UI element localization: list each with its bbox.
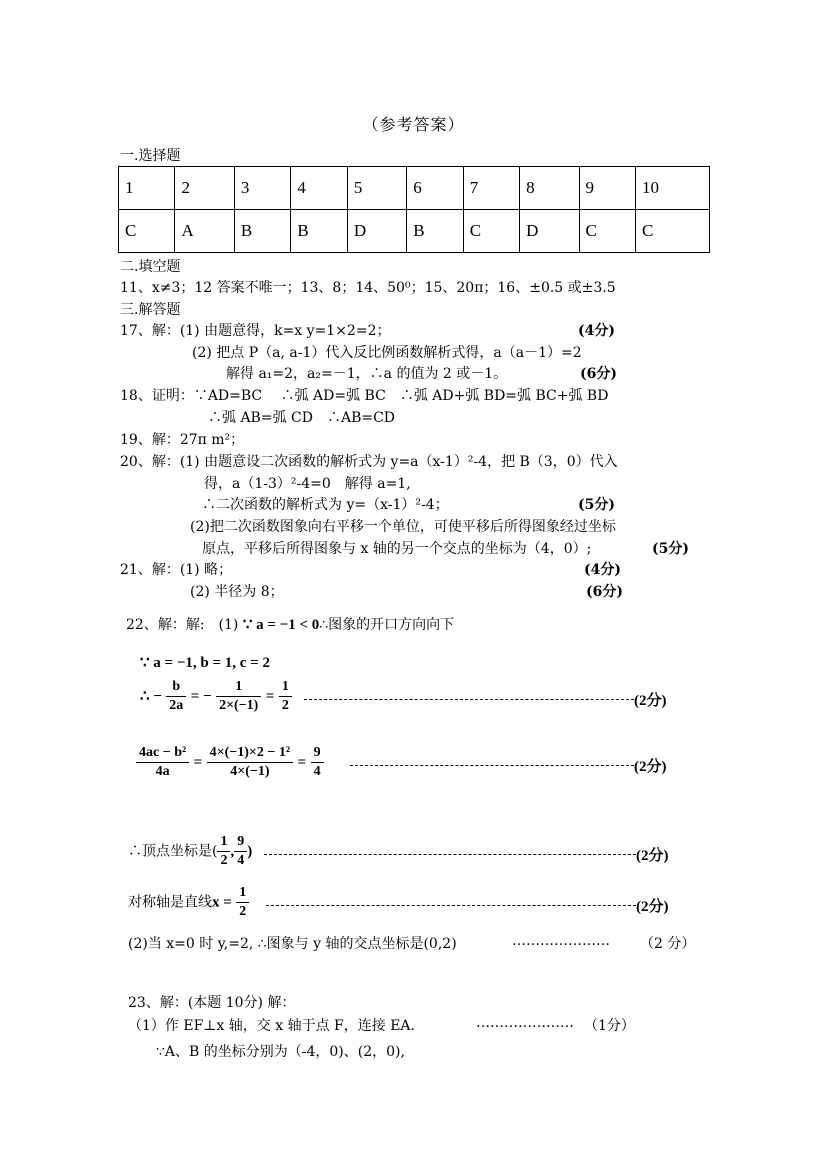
q19-line: 19、解：27π m²； xyxy=(120,432,245,448)
q22-vertex-comma: , xyxy=(230,843,235,860)
q22-leader-d xyxy=(266,904,636,906)
q17-score3: (6分) xyxy=(580,366,617,382)
q17-line2: (2) 把点 P（a, a-1）代入反比例函数解析式得，a（a－1）=2 xyxy=(192,345,582,361)
q23-line2-score: （1分） xyxy=(584,1018,635,1034)
q22-score-d: (2分) xyxy=(636,899,669,915)
q22-score-c: (2分) xyxy=(636,848,669,864)
table-cell-number: 10 xyxy=(636,167,710,210)
q22-leader-c xyxy=(264,853,636,855)
table-cell-number: 4 xyxy=(291,167,347,210)
q22-leader-b xyxy=(350,764,634,766)
page-title: （参考答案） xyxy=(362,115,465,134)
q20-line4: (2)把二次函数图象向右平移一个单位，可使平移后所得图象经过坐标 xyxy=(190,519,616,535)
q22-vertex-close: ) xyxy=(247,843,253,860)
section-fill-heading: 二.填空题 xyxy=(120,259,181,275)
q20-line5: 原点，平移后所得图象与 x 轴的另一个交点的坐标为（4，0）; xyxy=(202,541,592,557)
table-cell-answer: C xyxy=(119,210,175,253)
q20-line3: ∴二次函数的解析式为 y=（x-1）²-4； xyxy=(202,497,449,513)
fraction-symmetry: $\frac{1}{2}$ xyxy=(236,884,249,921)
q23-line2-dots: ………………… xyxy=(476,1015,574,1031)
q17-score1: (4分) xyxy=(578,323,615,339)
q22-condition-tail: ∴图象的开口方向向下 xyxy=(319,617,455,633)
table-cell-answer: C xyxy=(636,210,710,253)
q21-score2: (6分) xyxy=(586,584,623,600)
q20-score5: (5分) xyxy=(652,541,689,557)
q22-part2: (2)当 x=0 时 y,=2, ∴图象与 y 轴的交点坐标是(0,2) xyxy=(128,936,457,952)
table-cell-answer: B xyxy=(407,210,463,253)
q21-line2: (2) 半径为 8； xyxy=(190,584,284,600)
q18-line2: ∴弧 AB=弧 CD ∴AB=CD xyxy=(208,410,396,426)
q22-symmetry-prefix: 对称轴是直线 xyxy=(128,894,212,911)
q22-axis-prefix: ∴ − xyxy=(140,688,162,705)
table-cell-answer: C xyxy=(463,210,519,253)
table-row-answers xyxy=(119,210,710,253)
table-cell-number: 2 xyxy=(175,167,234,210)
q22-vertex-y-formula xyxy=(136,744,324,781)
q22-eq1: = − xyxy=(190,688,212,705)
fraction-substituted: $\frac{\text{4×(−1)×2 − 1²}}{4\times(-1)}$ xyxy=(207,744,293,781)
table-cell-number: 9 xyxy=(579,167,635,210)
fraction-1-over-2x-1: $\frac{1}{2\times(-1)}$ xyxy=(216,678,261,715)
q20-line2: 得，a（1-3）²-4=0 解得 a=1, xyxy=(204,476,411,492)
table-cell-number: 7 xyxy=(463,167,519,210)
q17-line3: 解得 a₁=2，a₂=－1，∴a 的值为 2 或－1。 xyxy=(226,366,508,382)
q18-line1: 18、证明：∵AD=BC ∴弧 AD=弧 BC ∴弧 AD+弧 BD=弧 BC+弧 BD xyxy=(120,388,609,404)
q22-part2-dots: ………………… xyxy=(512,933,610,949)
q23-line1: 23、解：(本题 10分) 解： xyxy=(128,995,296,1011)
section-choice-heading: 一.选择题 xyxy=(120,148,181,164)
fraction-9-over-4: $\frac{9}{4}$ xyxy=(311,744,324,781)
q20-score3: (5分) xyxy=(578,497,615,513)
table-cell-answer: A xyxy=(175,210,234,253)
q23-line3: ∵A、B 的坐标分别为（-4，0)、(2，0), xyxy=(156,1044,405,1060)
q22-vertex-prefix: ∴顶点坐标是( xyxy=(128,843,218,860)
table-cell-answer: C xyxy=(579,210,635,253)
table-row-numbers xyxy=(119,167,710,210)
q22-score-a: (2分) xyxy=(634,693,667,709)
q22-given: ∵ a = −1, b = 1, c = 2 xyxy=(140,655,270,671)
q22-eq2: = xyxy=(265,688,275,705)
fraction-4ac-b2-over-4a: $\frac{\text{4ac − b²}}{4a}$ xyxy=(136,744,189,781)
table-cell-answer: B xyxy=(291,210,347,253)
fraction-b-over-2a: $\frac{b}{2a}$ xyxy=(166,678,186,715)
q22-condition: ∵ a = −1 < 0 xyxy=(242,617,320,633)
q21-line1: 21、解：(1) 略； xyxy=(120,562,233,578)
fraction-1-over-2: $\frac{1}{2}$ xyxy=(279,678,292,715)
q22-leader-a xyxy=(304,698,634,700)
q23-line2: （1）作 EF⊥x 轴，交 x 轴于点 F，连接 EA． xyxy=(128,1018,425,1034)
table-cell-answer: D xyxy=(347,210,406,253)
q22-eq4: = xyxy=(297,754,307,771)
q22-axis-formula xyxy=(140,678,292,715)
q22-eq3: = xyxy=(193,754,203,771)
table-cell-number: 8 xyxy=(520,167,579,210)
q22-score-b: (2分) xyxy=(634,759,667,775)
answer-table xyxy=(118,166,710,253)
fill-answers: 11、x≠3；12 答案不唯一；13、8；14、50⁰；15、20π；16、±0.5 或±3.5 xyxy=(120,280,616,296)
q22-head-text: 22、解：解: (1) xyxy=(126,617,239,633)
fraction-vertex-x: $\frac{1}{2}$ xyxy=(217,833,230,870)
section-solve-heading: 三.解答题 xyxy=(120,302,181,318)
q22-vertex xyxy=(128,833,252,870)
table-cell-answer: D xyxy=(520,210,579,253)
q22-part2-score: （2 分） xyxy=(640,936,696,952)
q21-score1: (4分) xyxy=(584,562,621,578)
table-cell-number: 1 xyxy=(119,167,175,210)
q17-line1: 17、解：(1) 由题意得，k=x y=1×2=2； xyxy=(120,323,391,339)
table-cell-number: 5 xyxy=(347,167,406,210)
table-cell-number: 3 xyxy=(234,167,290,210)
q22-symmetry xyxy=(128,884,249,921)
table-cell-answer: B xyxy=(234,210,290,253)
q22-head xyxy=(126,614,454,634)
q22-symmetry-x: x = xyxy=(212,894,232,911)
table-cell-number: 6 xyxy=(407,167,463,210)
fraction-vertex-y: $\frac{9}{4}$ xyxy=(234,833,247,870)
q20-line1: 20、解：(1) 由题意设二次函数的解析式为 y=a（x-1）²-4，把 B（3，0）代入 xyxy=(120,454,618,470)
